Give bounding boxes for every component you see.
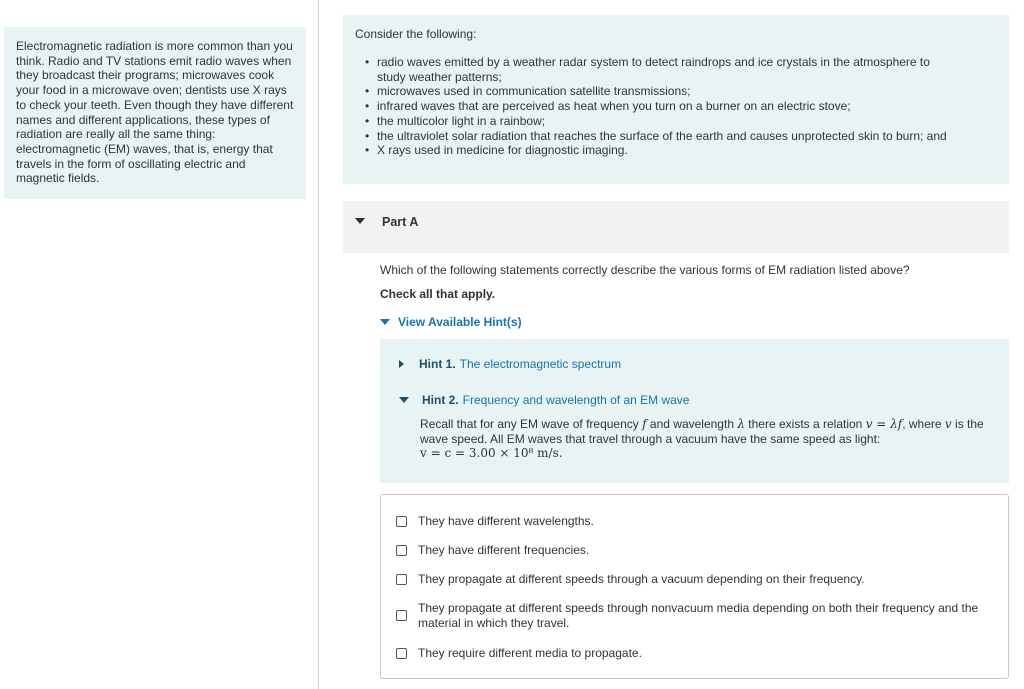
checkbox-icon[interactable] [396,545,407,556]
option-checkbox[interactable] [396,646,642,661]
hint-text: is the wave speed. All EM waves that travel through a vacuum have the same speed as light: [420,417,984,446]
math-symbol: f [642,417,647,431]
hint-2-body [420,417,995,461]
hints-panel [380,339,1009,483]
list-item: • microwaves used in communication satellite transmissions; [377,84,995,99]
question-text: Which of the following statements correctly describe the various forms of EM radiation listed above? [380,263,910,277]
hint-title: The electromagnetic spectrum [459,357,622,371]
option-label: They have different wavelengths. [418,514,594,528]
part-label: Part A [382,215,419,229]
hint-1-toggle[interactable] [399,357,621,371]
option-checkbox[interactable] [396,514,594,529]
column-divider [318,0,319,689]
hint-2-toggle[interactable] [399,393,689,407]
option-label: They propagate at different speeds through a vacuum depending on their frequency. [418,572,865,586]
caret-down-icon [380,319,390,325]
checkbox-icon[interactable] [396,648,407,659]
checkbox-icon[interactable] [396,610,407,621]
list-item: • radio waves emitted by a weather radar system to detect raindrops and ice crystals in the atmosphere to study weather patterns; [377,55,995,84]
list-item: • X rays used in medicine for diagnostic imaging. [377,143,995,158]
option-checkbox[interactable] [396,572,865,587]
intro-text: Electromagnetic radiation is more common than you think. Radio and TV stations emit radio waves when they broadcast their programs; microwaves cook your food in a microwave oven; dentists use X rays to check your teeth. Even though they have different names and different applications, these types of radiation are really all the same thing: electromagnetic (EM) waves, that is, energy that travels in the form of oscillating electric and magnetic fields. [16,39,294,186]
instruction-text: Check all that apply. [380,287,496,301]
hint-number: Hint 1. [419,357,456,371]
math-symbol: v [944,417,952,431]
option-label: They require different media to propagate. [418,646,642,660]
hint-text: Recall that for any EM wave of frequency [420,417,639,431]
caret-right-icon [399,360,404,368]
hint-text: , where [902,417,942,431]
hint-text: and wavelength [649,417,734,431]
math-relation: v = λf [865,417,903,431]
consider-heading: Consider the following: [355,27,477,41]
consider-panel [343,15,1009,184]
math-symbol: λ [737,417,745,431]
part-a-header[interactable] [343,201,1009,253]
caret-down-icon [399,397,409,403]
consider-list [355,55,995,158]
checkbox-icon[interactable] [396,574,407,585]
option-checkbox[interactable] [396,601,996,630]
hint-title: Frequency and wavelength of an EM wave [462,393,690,407]
checkbox-icon[interactable] [396,516,407,527]
option-label: They have different frequencies. [418,543,590,557]
caret-down-icon [355,218,365,224]
option-label: They propagate at different speeds through nonvacuum media depending on both their frequency and the material in which they travel. [418,601,979,630]
option-checkbox[interactable] [396,543,589,558]
intro-panel [4,27,306,199]
view-hints-toggle[interactable] [380,315,522,329]
hint-text: there exists a relation [748,417,863,431]
answer-options [380,494,1009,679]
hint-number: Hint 2. [422,393,459,407]
speed-formula: v = c = 3.00 × 10⁸ m/s. [420,446,563,461]
list-item: • infrared waves that are perceived as heat when you turn on a burner on an electric stove; [377,99,995,114]
list-item: • the ultraviolet solar radiation that reaches the surface of the earth and causes unprotected skin to burn; and [377,129,995,144]
view-hints-label: View Available Hint(s) [398,315,522,329]
list-item: • the multicolor light in a rainbow; [377,114,995,129]
